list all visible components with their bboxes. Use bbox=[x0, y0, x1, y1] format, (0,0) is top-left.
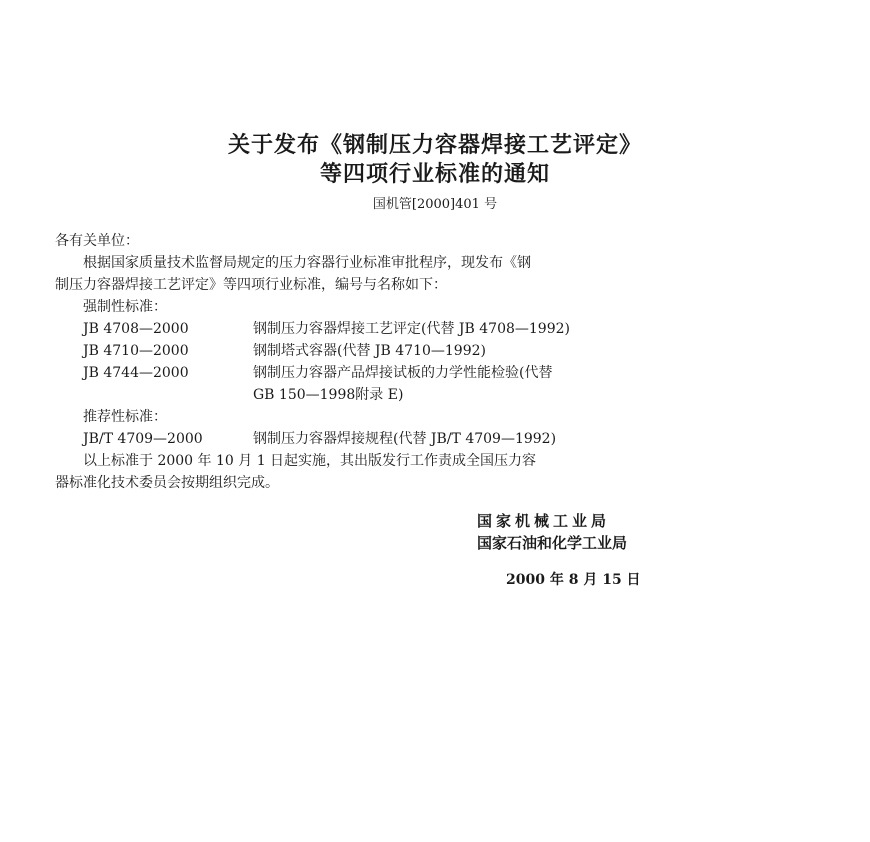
document-body bbox=[55, 230, 800, 494]
standard-name: 钢制压力容器焊接规程(代替 JB/T 4709—1992) bbox=[253, 431, 557, 447]
standard-name-continuation: GB 150—1998附录 E) bbox=[253, 387, 404, 403]
standard-code: JB/T 4709—2000 bbox=[83, 431, 203, 447]
standard-code: JB 4744—2000 bbox=[83, 365, 189, 381]
recommended-heading: 推荐性标准： bbox=[83, 409, 167, 425]
document-title-line2: 等四项行业标准的通知 bbox=[319, 162, 550, 187]
intro-line-1: 根据国家质量技术监督局规定的压力容器行业标准审批程序，现发布《钢 bbox=[83, 255, 531, 271]
standard-row bbox=[55, 318, 800, 340]
document-title-line1: 关于发布《钢制压力容器焊接工艺评定》 bbox=[227, 133, 642, 158]
standard-row bbox=[55, 340, 800, 362]
issue-date: 2000 年 8 月 15 日 bbox=[506, 572, 641, 588]
issuer-1: 国家机械工业局 bbox=[477, 512, 611, 530]
intro-line-2: 制压力容器焊接工艺评定》等四项行业标准，编号与名称如下： bbox=[55, 277, 447, 293]
salutation: 各有关单位： bbox=[55, 233, 139, 249]
standard-code: JB 4708—2000 bbox=[83, 321, 189, 337]
standard-name: 钢制压力容器焊接工艺评定(代替 JB 4708—1992) bbox=[253, 321, 570, 337]
closing-line-1: 以上标准于 2000 年 10 月 1 日起实施，其出版发行工作责成全国压力容 bbox=[83, 453, 537, 469]
document-number: 国机管[2000]401 号 bbox=[372, 197, 498, 212]
standard-code: JB 4710—2000 bbox=[83, 343, 189, 359]
standard-name: 钢制塔式容器(代替 JB 4710—1992) bbox=[253, 343, 486, 359]
standard-row bbox=[55, 428, 800, 450]
issuer-2: 国家石油和化学工业局 bbox=[477, 534, 628, 552]
standard-row bbox=[55, 362, 800, 384]
standard-name: 钢制压力容器产品焊接试板的力学性能检验(代替 bbox=[253, 365, 553, 381]
closing-line-2: 器标准化技术委员会按期组织完成。 bbox=[55, 475, 279, 491]
mandatory-heading: 强制性标准： bbox=[83, 299, 167, 315]
